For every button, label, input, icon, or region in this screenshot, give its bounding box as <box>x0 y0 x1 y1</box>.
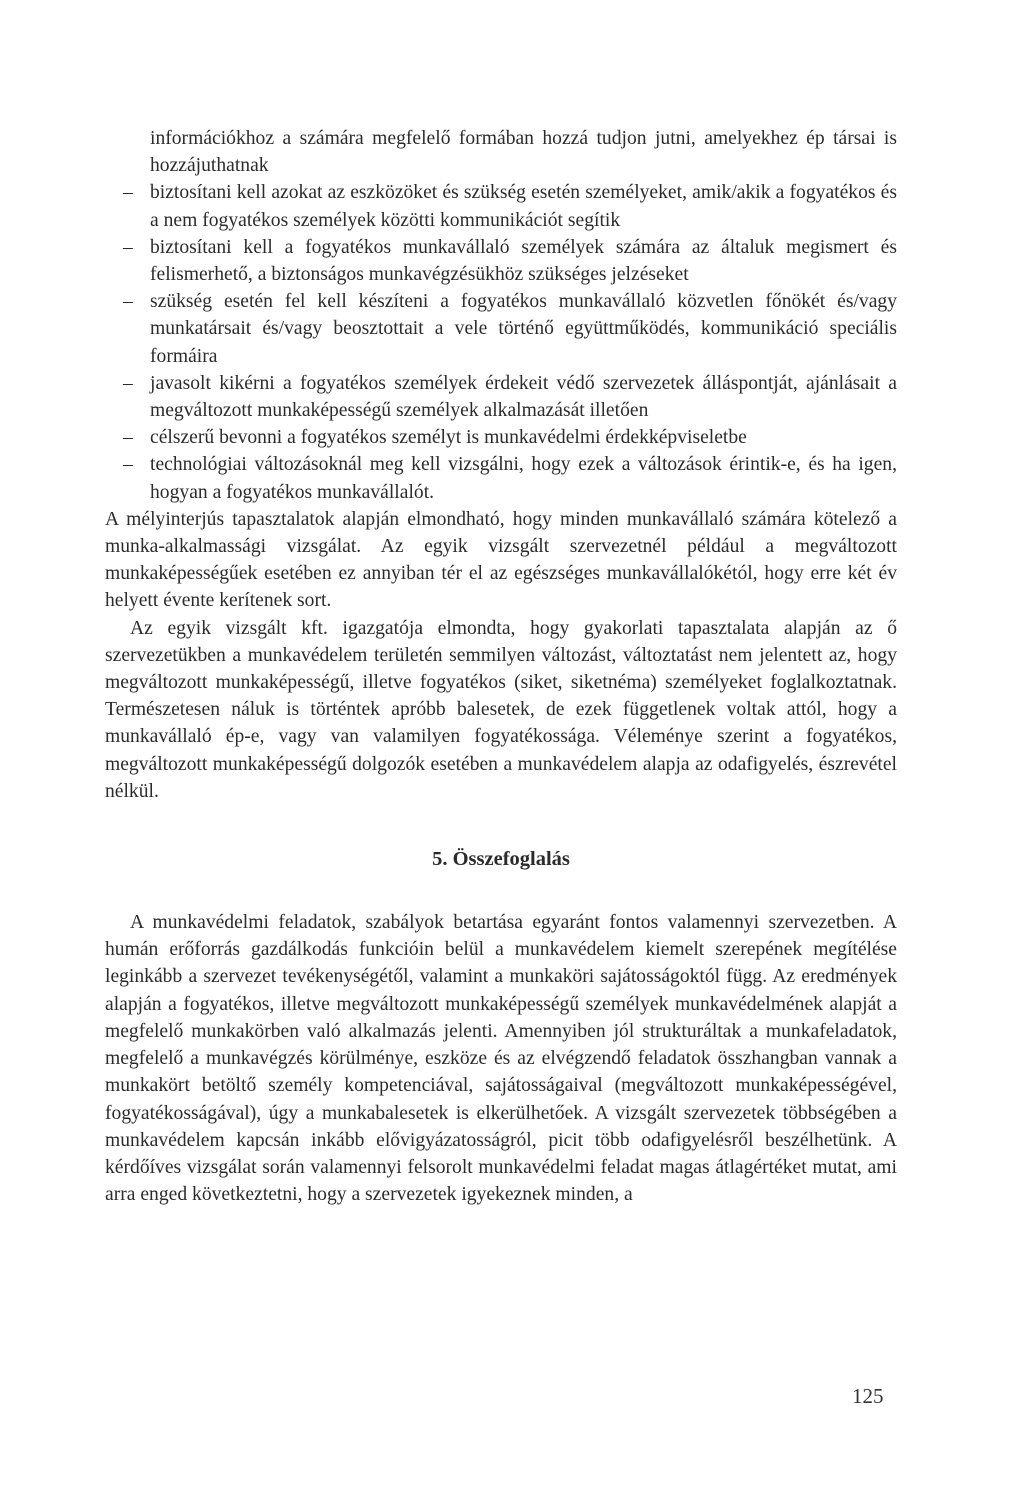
dash-marker: – <box>123 454 133 476</box>
bullet-list <box>105 179 897 505</box>
bullet-item <box>105 234 897 288</box>
summary-paragraph: A munkavédelmi feladatok, szabályok betartása egyaránt fontos valamennyi szervezetben. A humán erőforrás gazdálkodás funkcióin belül a munkavédelem kiemelt szerepének megítélése leginkább a szervezet tevékenységétől, valamint a munkaköri sajátosságoktól függ. Az eredmények alapján a fogyatékos, illetve megváltozott munkaképességű személyek munkavédelmének alapját a megfelelő munkakörben való alkalmazás jelenti. Amennyiben jól strukturáltak a munkafeladatok, megfelelő a munkavégzés körülménye, eszköze és az elvégzendő feladatok összhangban vannak a munkakört betöltő személy kompetenciával, sajátosságaival (megváltozott munkaképességével, fogyatékosságával), úgy a munkabalesetek is elkerülhetőek. A vizsgált szervezetek többségében a munkavédelem kapcsán inkább elővigyázatosságról, picit több odafigyelésről beszélhetünk. A kérdőíves vizsgálat során valamennyi felsorolt munkavédelmi feladat magas átlagértéket mutat, ami arra enged következtetni, hogy a szervezetek igyekeznek minden, a <box>105 912 897 1206</box>
page-content <box>105 125 897 1208</box>
dash-marker: – <box>123 372 133 394</box>
section-heading: 5. Összefoglalás <box>432 848 570 871</box>
bullet-item <box>105 179 897 233</box>
body-paragraph: Az egyik vizsgált kft. igazgatója elmondta, hogy gyakorlati tapasztalata alapján az ő szervezetükben a munkavédelem területén semmilyen változást, változtatást nem jelentett az, hogy megváltozott munkaképességű, illetve fogyatékos (siket, siketnéma) személyeket foglalkoztatnak. Természetesen náluk is történtek apróbb balesetek, de ezek függetlenek voltak attól, hogy a munkavállaló ép-e, vagy van valamilyen fogyatékossága. Véleménye szerint a fogyatékos, megváltozott munkaképességű dolgozók esetében a munkavédelem alapja az odafigyelés, észrevétel nélkül. <box>105 617 897 802</box>
bullet-text: technológiai változásoknál meg kell vizsgálni, hogy ezek a változások érintik-e, és ha igen, hogyan a fogyatékos munkavállalót. <box>150 454 897 503</box>
bullet-text: célszerű bevonni a fogyatékos személyt is munkavédelmi érdekképviseletbe <box>150 427 747 449</box>
dash-marker: – <box>123 427 133 449</box>
bullet-item <box>105 424 897 451</box>
dash-marker: – <box>123 182 133 204</box>
dash-marker: – <box>123 291 133 313</box>
bullet-text: szükség esetén fel kell készíteni a fogyatékos munkavállaló közvetlen főnökét és/vagy munkatársait és/vagy beosztottait a vele történő együttműködés, kommunikáció speciális formáira <box>150 291 897 367</box>
body-paragraph: A mélyinterjús tapasztalatok alapján elmondható, hogy minden munkavállaló számára kötelező a munka-alkalmassági vizsgálat. Az egyik vizsgált szervezetnél például a megváltozott munkaképességűek esetében ez annyiban tér el az egészséges munkavállalókétól, hogy erre két év helyett évente kerítenek sort. <box>105 508 897 612</box>
bullet-text: biztosítani kell a fogyatékos munkavállaló személyek számára az általuk megismert és felismerhető, a biztonságos munkavégzésükhöz szükséges jelzéseket <box>150 236 897 286</box>
bullet-text: javasolt kikérni a fogyatékos személyek érdekeit védő szervezetek álláspontját, ajánlásait a megváltozott munkaképességű személyek alkalmazását illetően <box>150 372 897 422</box>
bullet-item <box>105 451 897 505</box>
bullet-item <box>105 370 897 424</box>
bullet-item <box>105 288 897 370</box>
dash-marker: – <box>123 236 133 258</box>
page-number: 125 <box>852 1384 884 1408</box>
continuation-paragraph: információkhoz a számára megfelelő formában hozzá tudjon jutni, amelyekhez ép társai is hozzájuthatnak <box>150 128 897 177</box>
bullet-text: biztosítani kell azokat az eszközöket és szükség esetén személyeket, amik/akik a fogyatékos és a nem fogyatékos személyek közötti kommunikációt segítik <box>150 182 897 231</box>
